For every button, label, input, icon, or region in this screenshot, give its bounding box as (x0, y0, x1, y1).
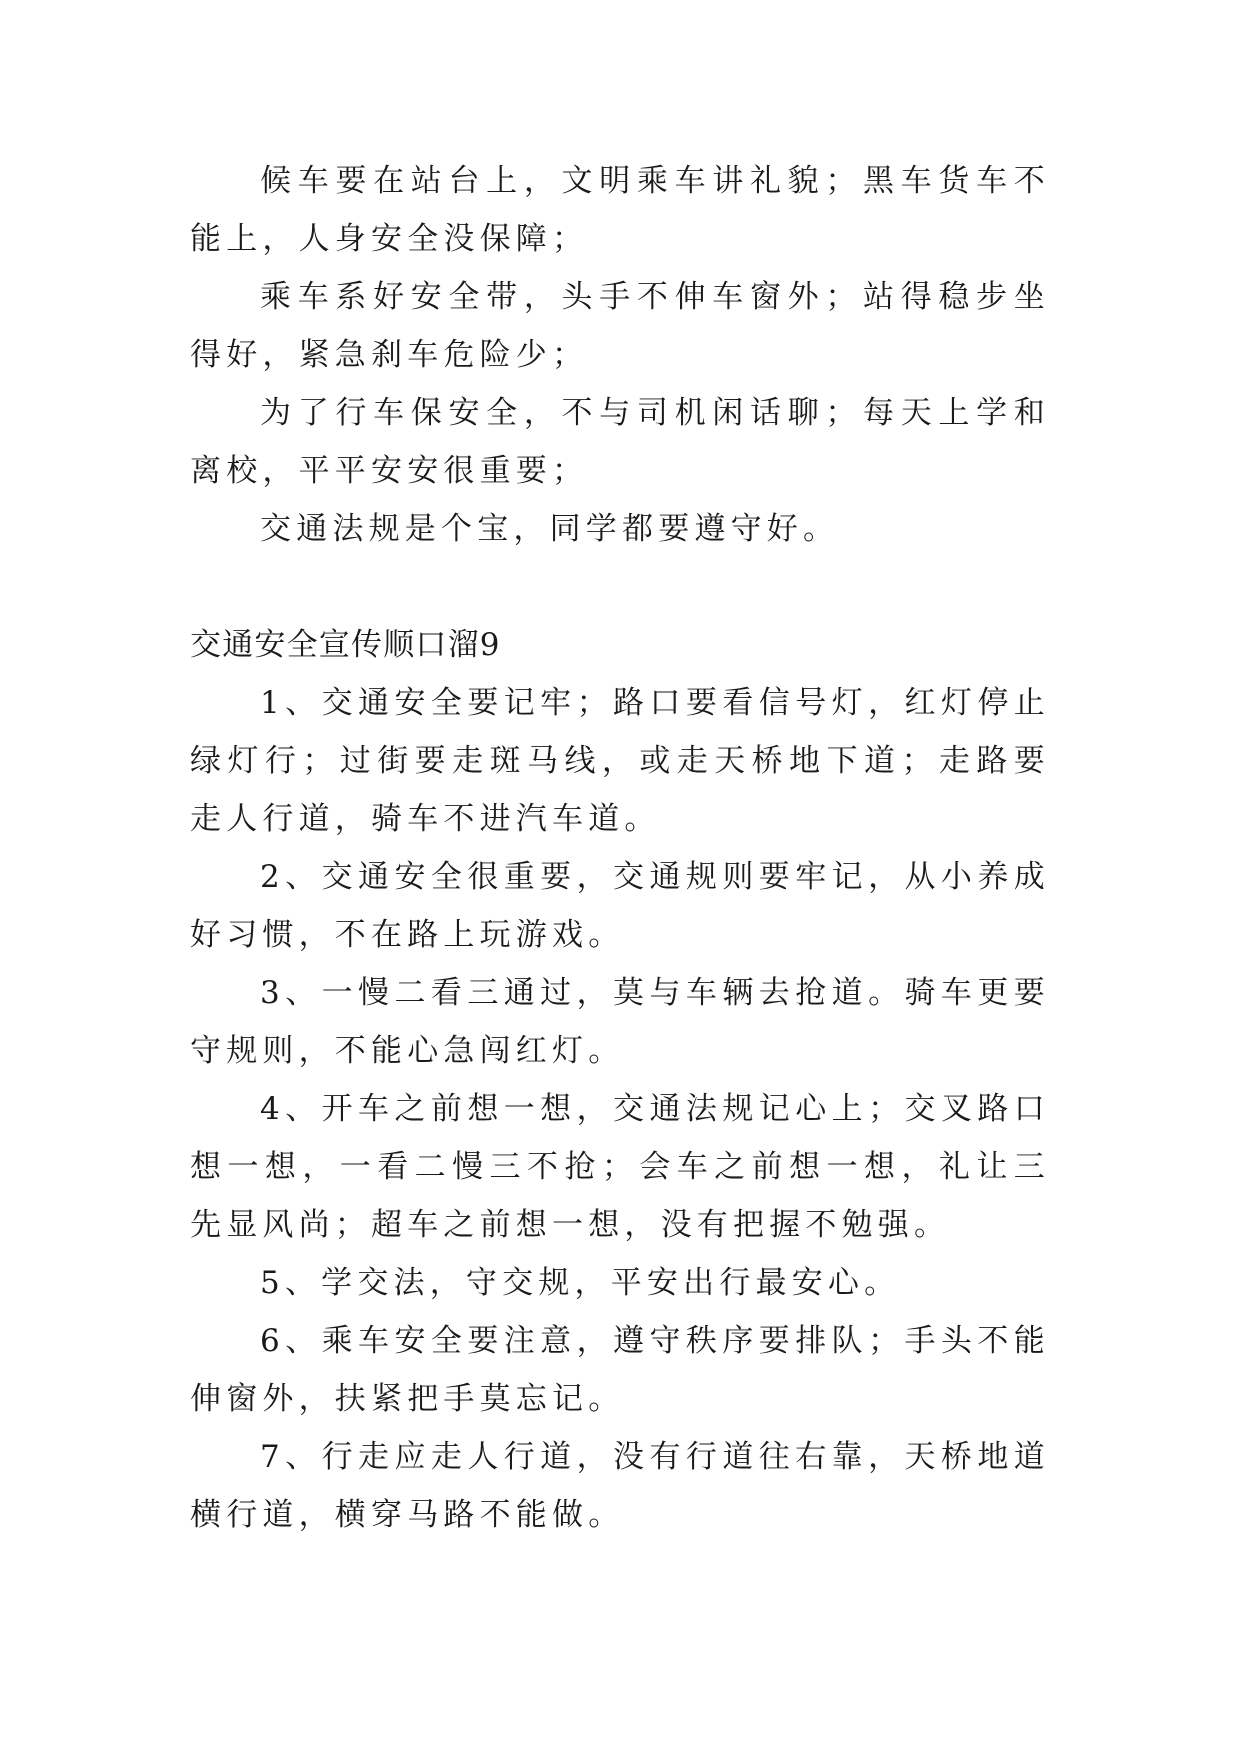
list-item: 6、乘车安全要注意，遵守秩序要排队；手头不能伸窗外，扶紧把手莫忘记。 (190, 1323, 1050, 1417)
list-item: 7、行走应走人行道，没有行道往右靠，天桥地道横行道，横穿马路不能做。 (190, 1439, 1050, 1533)
paragraph: 乘车系好安全带，头手不伸车窗外；站得稳步坐得好，紧急刹车危险少； (190, 279, 1050, 373)
paragraph: 为了行车保安全，不与司机闲话聊；每天上学和离校，平平安安很重要； (190, 395, 1050, 489)
section-1 (190, 152, 1050, 558)
section-2 (190, 616, 1050, 1544)
list-item: 4、开车之前想一想，交通法规记心上；交叉路口想一想，一看二慢三不抢；会车之前想一想，礼让三先显风尚；超车之前想一想，没有把握不勉强。 (190, 1091, 1050, 1243)
list-item: 3、一慢二看三通过，莫与车辆去抢道。骑车更要守规则，不能心急闯红灯。 (190, 975, 1050, 1069)
paragraph: 候车要在站台上，文明乘车讲礼貌；黑车货车不能上，人身安全没保障； (190, 163, 1050, 257)
list-item: 1、交通安全要记牢；路口要看信号灯，红灯停止绿灯行；过街要走斑马线，或走天桥地下道；走路要走人行道，骑车不进汽车道。 (190, 685, 1050, 837)
section-spacer (190, 558, 1050, 616)
paragraph: 交通法规是个宝，同学都要遵守好。 (260, 511, 840, 547)
list-item: 5、学交法，守交规，平安出行最安心。 (260, 1265, 901, 1301)
list-item: 2、交通安全很重要，交通规则要牢记，从小养成好习惯，不在路上玩游戏。 (190, 859, 1050, 953)
section-heading: 交通安全宣传顺口溜9 (190, 627, 501, 663)
document-page (190, 152, 1050, 1544)
